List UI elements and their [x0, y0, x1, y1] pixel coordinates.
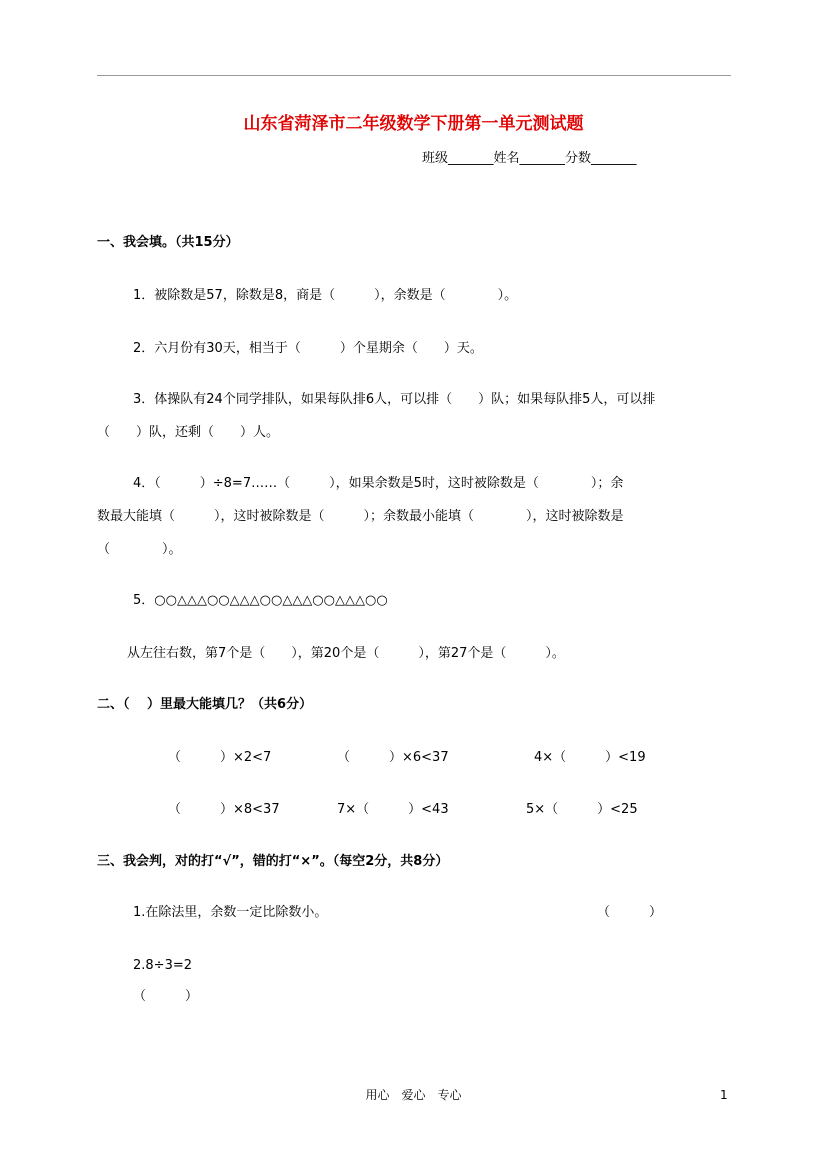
page-number: 1	[720, 1088, 728, 1102]
question-1-4-line1: 4．（ ）÷8=7……（ ），如果余数是5时，这时被除数是（ ）；余	[133, 476, 624, 491]
footer-motto: 用心 爱心 专心	[365, 1088, 462, 1102]
inequality-1-1: （ ）×2<7	[168, 750, 272, 765]
judge-answer-1: （ ）	[597, 905, 663, 920]
inequality-2-2: 7×（ ）<43	[337, 802, 449, 817]
inequality-1-3: 4×（ ）<19	[534, 750, 646, 765]
student-info-line: 班级_______姓名_______分数_______	[422, 151, 637, 166]
header-rule	[97, 75, 731, 76]
inequality-1-2: （ ）×6<37	[337, 750, 449, 765]
section1-heading: 一、我会填。（共15分）	[97, 235, 239, 250]
question-1-4-line2: 数最大能填（ ），这时被除数是（ ）；余数最小能填（ ），这时被除数是	[97, 509, 624, 524]
judge-question-1: 1.在除法里，余数一定比除数小。	[133, 905, 328, 920]
question-1-5-prompt: 从左往右数，第7个是（ ），第20个是（ ），第27个是（ ）。	[127, 646, 565, 661]
section2-heading: 二、（ ）里最大能填几？（共6分）	[97, 697, 313, 712]
page-title: 山东省菏泽市二年级数学下册第一单元测试题	[243, 114, 584, 134]
inequality-2-3: 5×（ ）<25	[526, 802, 638, 817]
question-1-4-line3: （ ）。	[97, 542, 182, 557]
section3-heading: 三、我会判，对的打“√”，错的打“×”。（每空2分，共8分）	[97, 854, 449, 869]
question-1-3-line2: （ ）队，还剩（ ）人。	[97, 425, 280, 440]
inequality-2-1: （ ）×8<37	[168, 802, 280, 817]
judge-question-2: 2.8÷3=2	[133, 958, 193, 973]
question-1-1: 1．被除数是57，除数是8，商是（ ），余数是（ ）。	[133, 288, 518, 303]
question-1-2: 2．六月份有30天，相当于（ ）个星期余（ ）天。	[133, 341, 483, 356]
question-1-3-line1: 3．体操队有24个同学排队，如果每队排6人，可以排（ ）队；如果每队排5人，可以排	[133, 392, 656, 407]
question-1-5-shapes: 5．○○△△△○○△△△○○△△△○○△△△○○	[133, 593, 388, 608]
judge-answer-2: （ ）	[133, 989, 199, 1004]
